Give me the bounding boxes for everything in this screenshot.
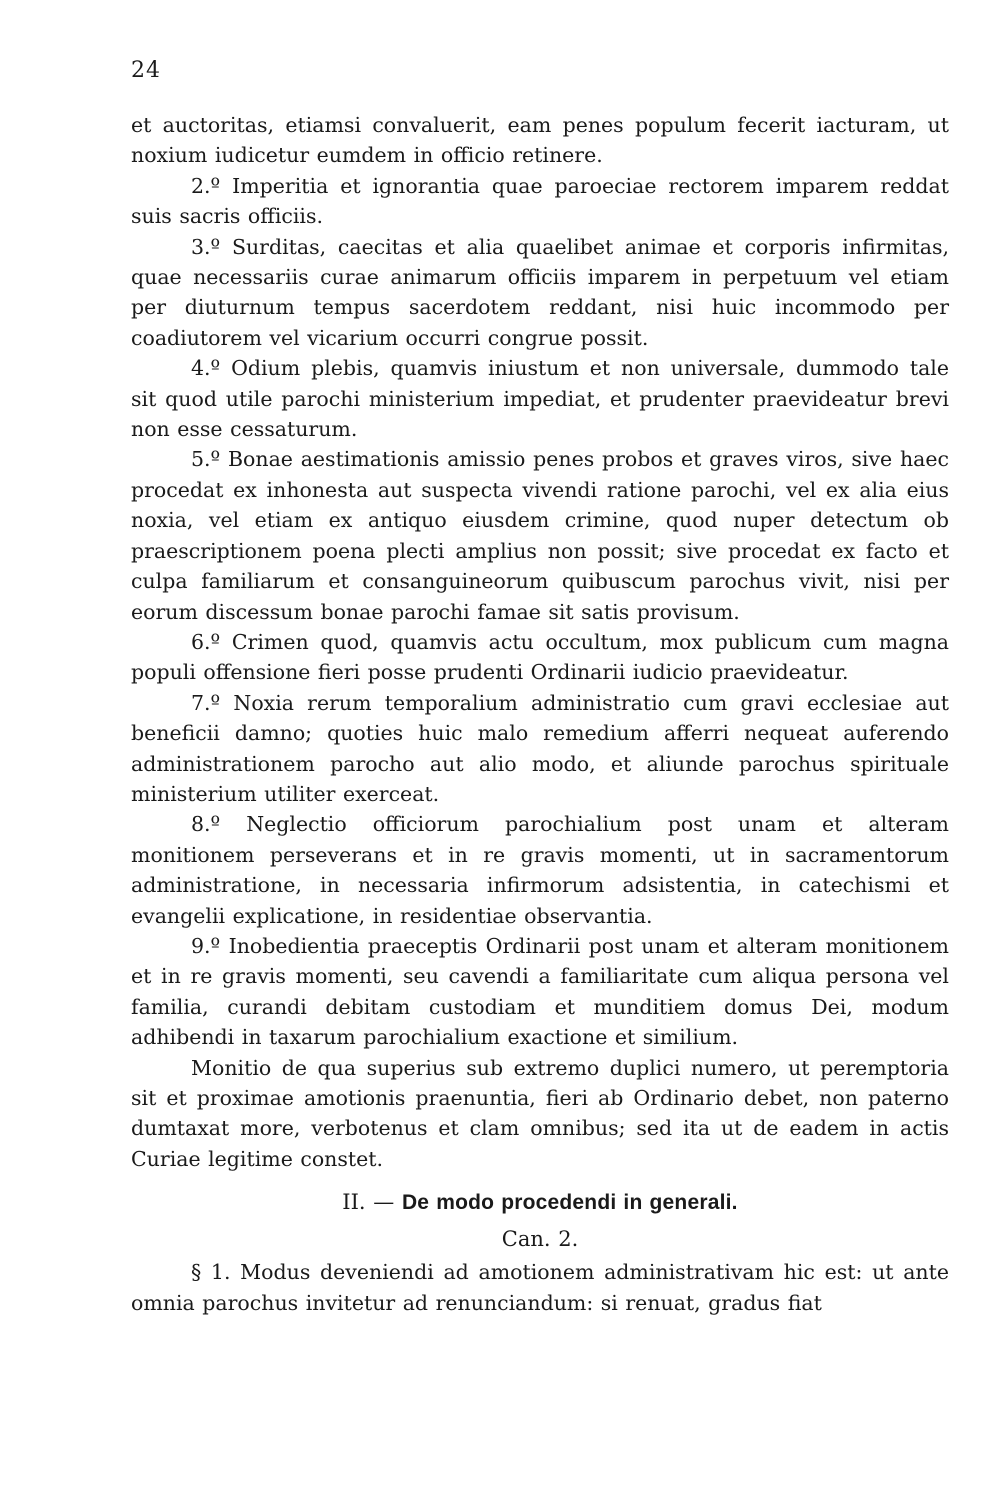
section-numeral: II. — [342, 1190, 395, 1215]
page-number: 24 [131, 58, 161, 83]
paragraph-continuation: et auctoritas, etiamsi convaluerit, eam penes populum fecerit iacturam, ut noxium iudicetur eumdem in officio retinere. [131, 113, 949, 168]
paragraph-monitio: Monitio de qua superius sub extremo duplici numero, ut peremptoria sit et proximae amotionis praenuntia, fieri ab Ordinario debet, non paterno dumtaxat more, verbotenus et clam omnibus; sed ita ut de eadem in actis Curiae legitime constet. [131, 1055, 949, 1171]
paragraph-item-8: 8.º Neglectio officiorum parochialium post unam et alteram monitionem perseverans et in re gravis momenti, ut in sacramentorum administratione, in necessaria infirmorum adsistentia, in catechismi et evangelii explicatione, in residentiae observantia. [131, 812, 949, 928]
canon-heading: Can. 2. [501, 1227, 579, 1252]
section-title: De modo procedendi in generali. [401, 1191, 738, 1215]
paragraph-item-5: 5.º Bonae aestimationis amissio penes probos et graves viros, sive haec procedat ex inhonesta aut suspecta vivendi ratione parochi, vel ex alia eius noxia, vel etiam ex antiquo eiusdem crimine, quod nuper detectum ob praescriptionem poena plecti amplius non possit; sive procedat ex facto et culpa familiarum et consanguineorum quibuscum parochus vivit, nisi per eorum discessum bonae parochi famae sit satis provisum. [131, 447, 949, 624]
paragraph-section-1: § 1. Modus deveniendi ad amotionem administrativam hic est: ut ante omnia parochus invitetur ad renunciandum: si renuat, gradus fiat [131, 1260, 949, 1315]
paragraph-item-6: 6.º Crimen quod, quamvis actu occultum, mox publicum cum magna populi offensione fieri posse prudenti Ordinarii iudicio praevideatur. [131, 629, 949, 685]
paragraph-item-3: 3.º Surditas, caecitas et alia quaelibet animae et corporis infirmitas, quae necessariis curae animarum officiis imparem in perpetuum vel etiam per diuturnum tempus sacerdotem reddant, nisi huic incommodo per coadiutorem vel vicarium occurri congrue possit. [131, 234, 949, 350]
paragraph-item-7: 7.º Noxia rerum temporalium administratio cum gravi ecclesiae aut beneficii damno; quoties huic malo remedium afferri nequeat auferendo administrationem parocho aut alio modo, et aliunde parochus spirituale ministerium utiliter exerceat. [131, 690, 949, 806]
body-text [131, 110, 949, 1318]
section-heading [131, 1184, 949, 1221]
paragraph-item-2: 2.º Imperitia et ignorantia quae paroeciae rectorem imparem reddat suis sacris officiis. [131, 173, 949, 229]
paragraph-item-4: 4.º Odium plebis, quamvis iniustum et non universale, dummodo tale sit quod utile parochi ministerium impediat, et prudenter praevideatur brevi non esse cessaturum. [131, 356, 949, 442]
paragraph-item-9: 9.º Inobedientia praeceptis Ordinarii post unam et alteram monitionem et in re gravis momenti, seu cavendi a familiaritate cum aliqua persona vel familia, curandi debitam custodiam et munditiem domus Dei, modum adhibendi in taxarum parochialium exactione et similium. [131, 933, 949, 1050]
